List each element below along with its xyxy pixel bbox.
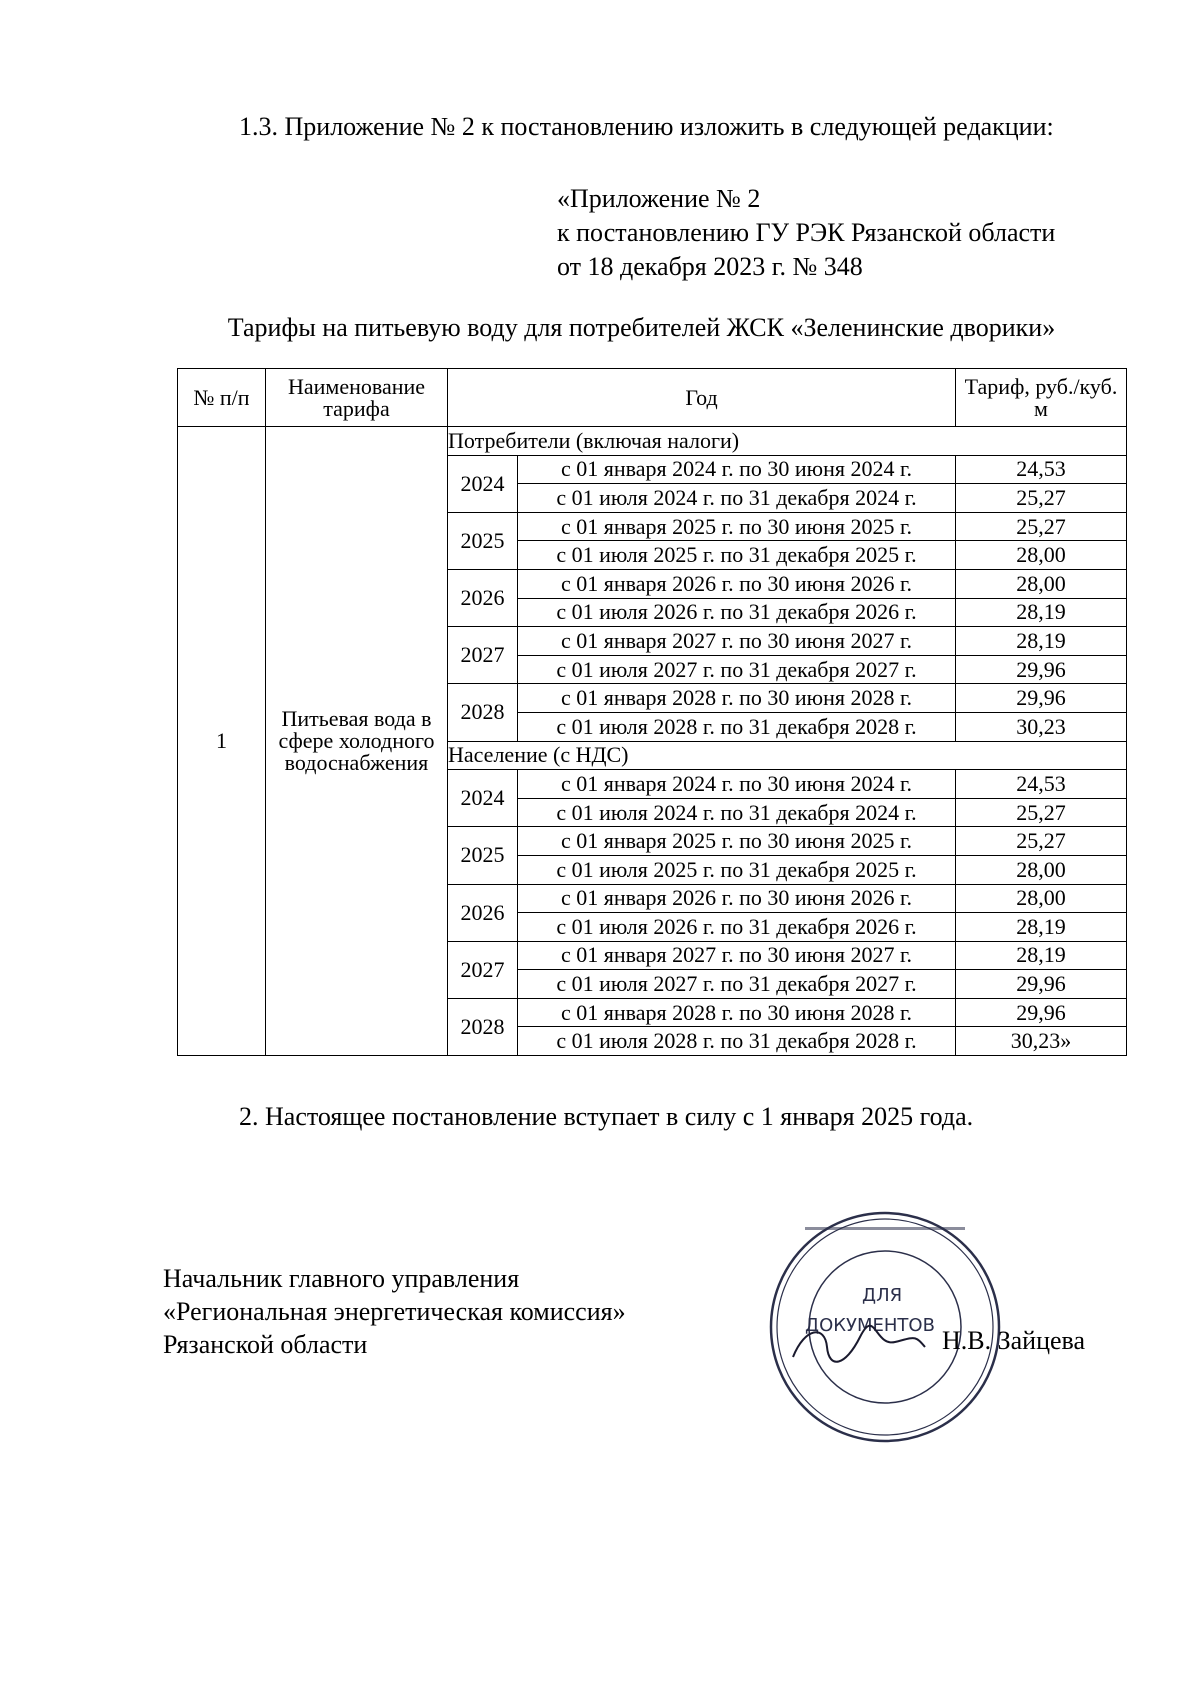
year-cell: 2026 (448, 884, 518, 941)
tariff-value-cell: 28,00 (956, 569, 1127, 598)
tariff-table (177, 368, 1127, 1056)
tariff-value-cell: 25,27 (956, 798, 1127, 827)
period-cell: с 01 июля 2026 г. по 31 декабря 2026 г. (518, 598, 956, 627)
year-cell: 2024 (448, 455, 518, 512)
group-label: Население (с НДС) (448, 741, 1127, 770)
period-cell: с 01 июля 2024 г. по 31 декабря 2024 г. (518, 798, 956, 827)
tariff-value-cell: 29,96 (956, 998, 1127, 1027)
period-cell: с 01 июля 2028 г. по 31 декабря 2028 г. (518, 712, 956, 741)
paragraph-2: 2. Настоящее постановление вступает в силу с 1 января 2025 года. (239, 1102, 974, 1131)
period-cell: с 01 января 2026 г. по 30 июня 2026 г. (518, 884, 956, 913)
group-header-row (178, 427, 1127, 456)
tariff-value-cell: 29,96 (956, 970, 1127, 999)
period-cell: с 01 января 2028 г. по 30 июня 2028 г. (518, 684, 956, 713)
period-cell: с 01 июля 2026 г. по 31 декабря 2026 г. (518, 913, 956, 942)
period-cell: с 01 июля 2027 г. по 31 декабря 2027 г. (518, 655, 956, 684)
period-cell: с 01 января 2027 г. по 30 июня 2027 г. (518, 941, 956, 970)
appendix-line-1: «Приложение № 2 (557, 184, 761, 213)
period-cell: с 01 января 2024 г. по 30 июня 2024 г. (518, 770, 956, 799)
tariff-value-cell: 28,00 (956, 884, 1127, 913)
year-cell: 2027 (448, 627, 518, 684)
stamp-text-dokumentov: ДОКУМЕНТОВ (805, 1315, 935, 1336)
header-number: № п/п (178, 369, 266, 427)
year-cell: 2027 (448, 941, 518, 998)
period-cell: с 01 июля 2024 г. по 31 декабря 2024 г. (518, 484, 956, 513)
appendix-line-3: от 18 декабря 2023 г. № 348 (557, 252, 863, 281)
period-cell: с 01 января 2025 г. по 30 июня 2025 г. (518, 512, 956, 541)
tariff-value-cell: 28,19 (956, 941, 1127, 970)
tariff-value-cell: 28,19 (956, 913, 1127, 942)
period-cell: с 01 января 2025 г. по 30 июня 2025 г. (518, 827, 956, 856)
tariff-value-cell: 29,96 (956, 655, 1127, 684)
year-cell: 2026 (448, 569, 518, 626)
signer-block (163, 1262, 626, 1361)
tariff-value-cell: 28,00 (956, 541, 1127, 570)
period-cell: с 01 июля 2025 г. по 31 декабря 2025 г. (518, 541, 956, 570)
row-number: 1 (178, 427, 266, 1056)
appendix-line-2: к постановлению ГУ РЭК Рязанской области (557, 218, 1056, 247)
header-tariff-name: Наименование тарифа (266, 369, 448, 427)
tariff-value-cell: 30,23» (956, 1027, 1127, 1056)
tariff-value-cell: 24,53 (956, 770, 1127, 799)
tariff-name: Питьевая вода в сфере холодного водоснабжения (266, 427, 448, 1056)
period-cell: с 01 июля 2028 г. по 31 декабря 2028 г. (518, 1027, 956, 1056)
tariff-value-cell: 25,27 (956, 827, 1127, 856)
tariff-table-body (178, 369, 1127, 1056)
tariff-value-cell: 24,53 (956, 455, 1127, 484)
stamp-text-dlya: ДЛЯ (862, 1285, 903, 1306)
year-cell: 2024 (448, 770, 518, 827)
header-tariff-value: Тариф, руб./куб. м (956, 369, 1127, 427)
year-cell: 2025 (448, 827, 518, 884)
tariff-value-cell: 28,00 (956, 855, 1127, 884)
period-cell: с 01 января 2026 г. по 30 июня 2026 г. (518, 569, 956, 598)
year-cell: 2025 (448, 512, 518, 569)
period-cell: с 01 января 2024 г. по 30 июня 2024 г. (518, 455, 956, 484)
signer-name: Н.В. Зайцева (942, 1326, 1086, 1355)
tariff-value-cell: 25,27 (956, 512, 1127, 541)
period-cell: с 01 июля 2025 г. по 31 декабря 2025 г. (518, 855, 956, 884)
group-label: Потребители (включая налоги) (448, 427, 1127, 456)
signer-line-2: «Региональная энергетическая комиссия» (163, 1297, 626, 1326)
period-cell: с 01 июля 2027 г. по 31 декабря 2027 г. (518, 970, 956, 999)
paragraph-1-3: 1.3. Приложение № 2 к постановлению изложить в следующей редакции: (239, 112, 1054, 141)
period-cell: с 01 января 2027 г. по 30 июня 2027 г. (518, 627, 956, 656)
signer-line-3: Рязанской области (163, 1330, 368, 1359)
year-cell: 2028 (448, 684, 518, 741)
table-title: Тарифы на питьевую воду для потребителей ЖСК «Зеленинские дворики» (227, 313, 1056, 342)
appendix-reference (557, 182, 1055, 284)
period-cell: с 01 января 2028 г. по 30 июня 2028 г. (518, 998, 956, 1027)
year-cell: 2028 (448, 998, 518, 1055)
tariff-value-cell: 28,19 (956, 598, 1127, 627)
tariff-value-cell: 25,27 (956, 484, 1127, 513)
tariff-value-cell: 29,96 (956, 684, 1127, 713)
signer-line-1: Начальник главного управления (163, 1264, 520, 1293)
tariff-value-cell: 30,23 (956, 712, 1127, 741)
header-year: Год (448, 369, 956, 427)
table-header-row (178, 369, 1127, 427)
tariff-value-cell: 28,19 (956, 627, 1127, 656)
